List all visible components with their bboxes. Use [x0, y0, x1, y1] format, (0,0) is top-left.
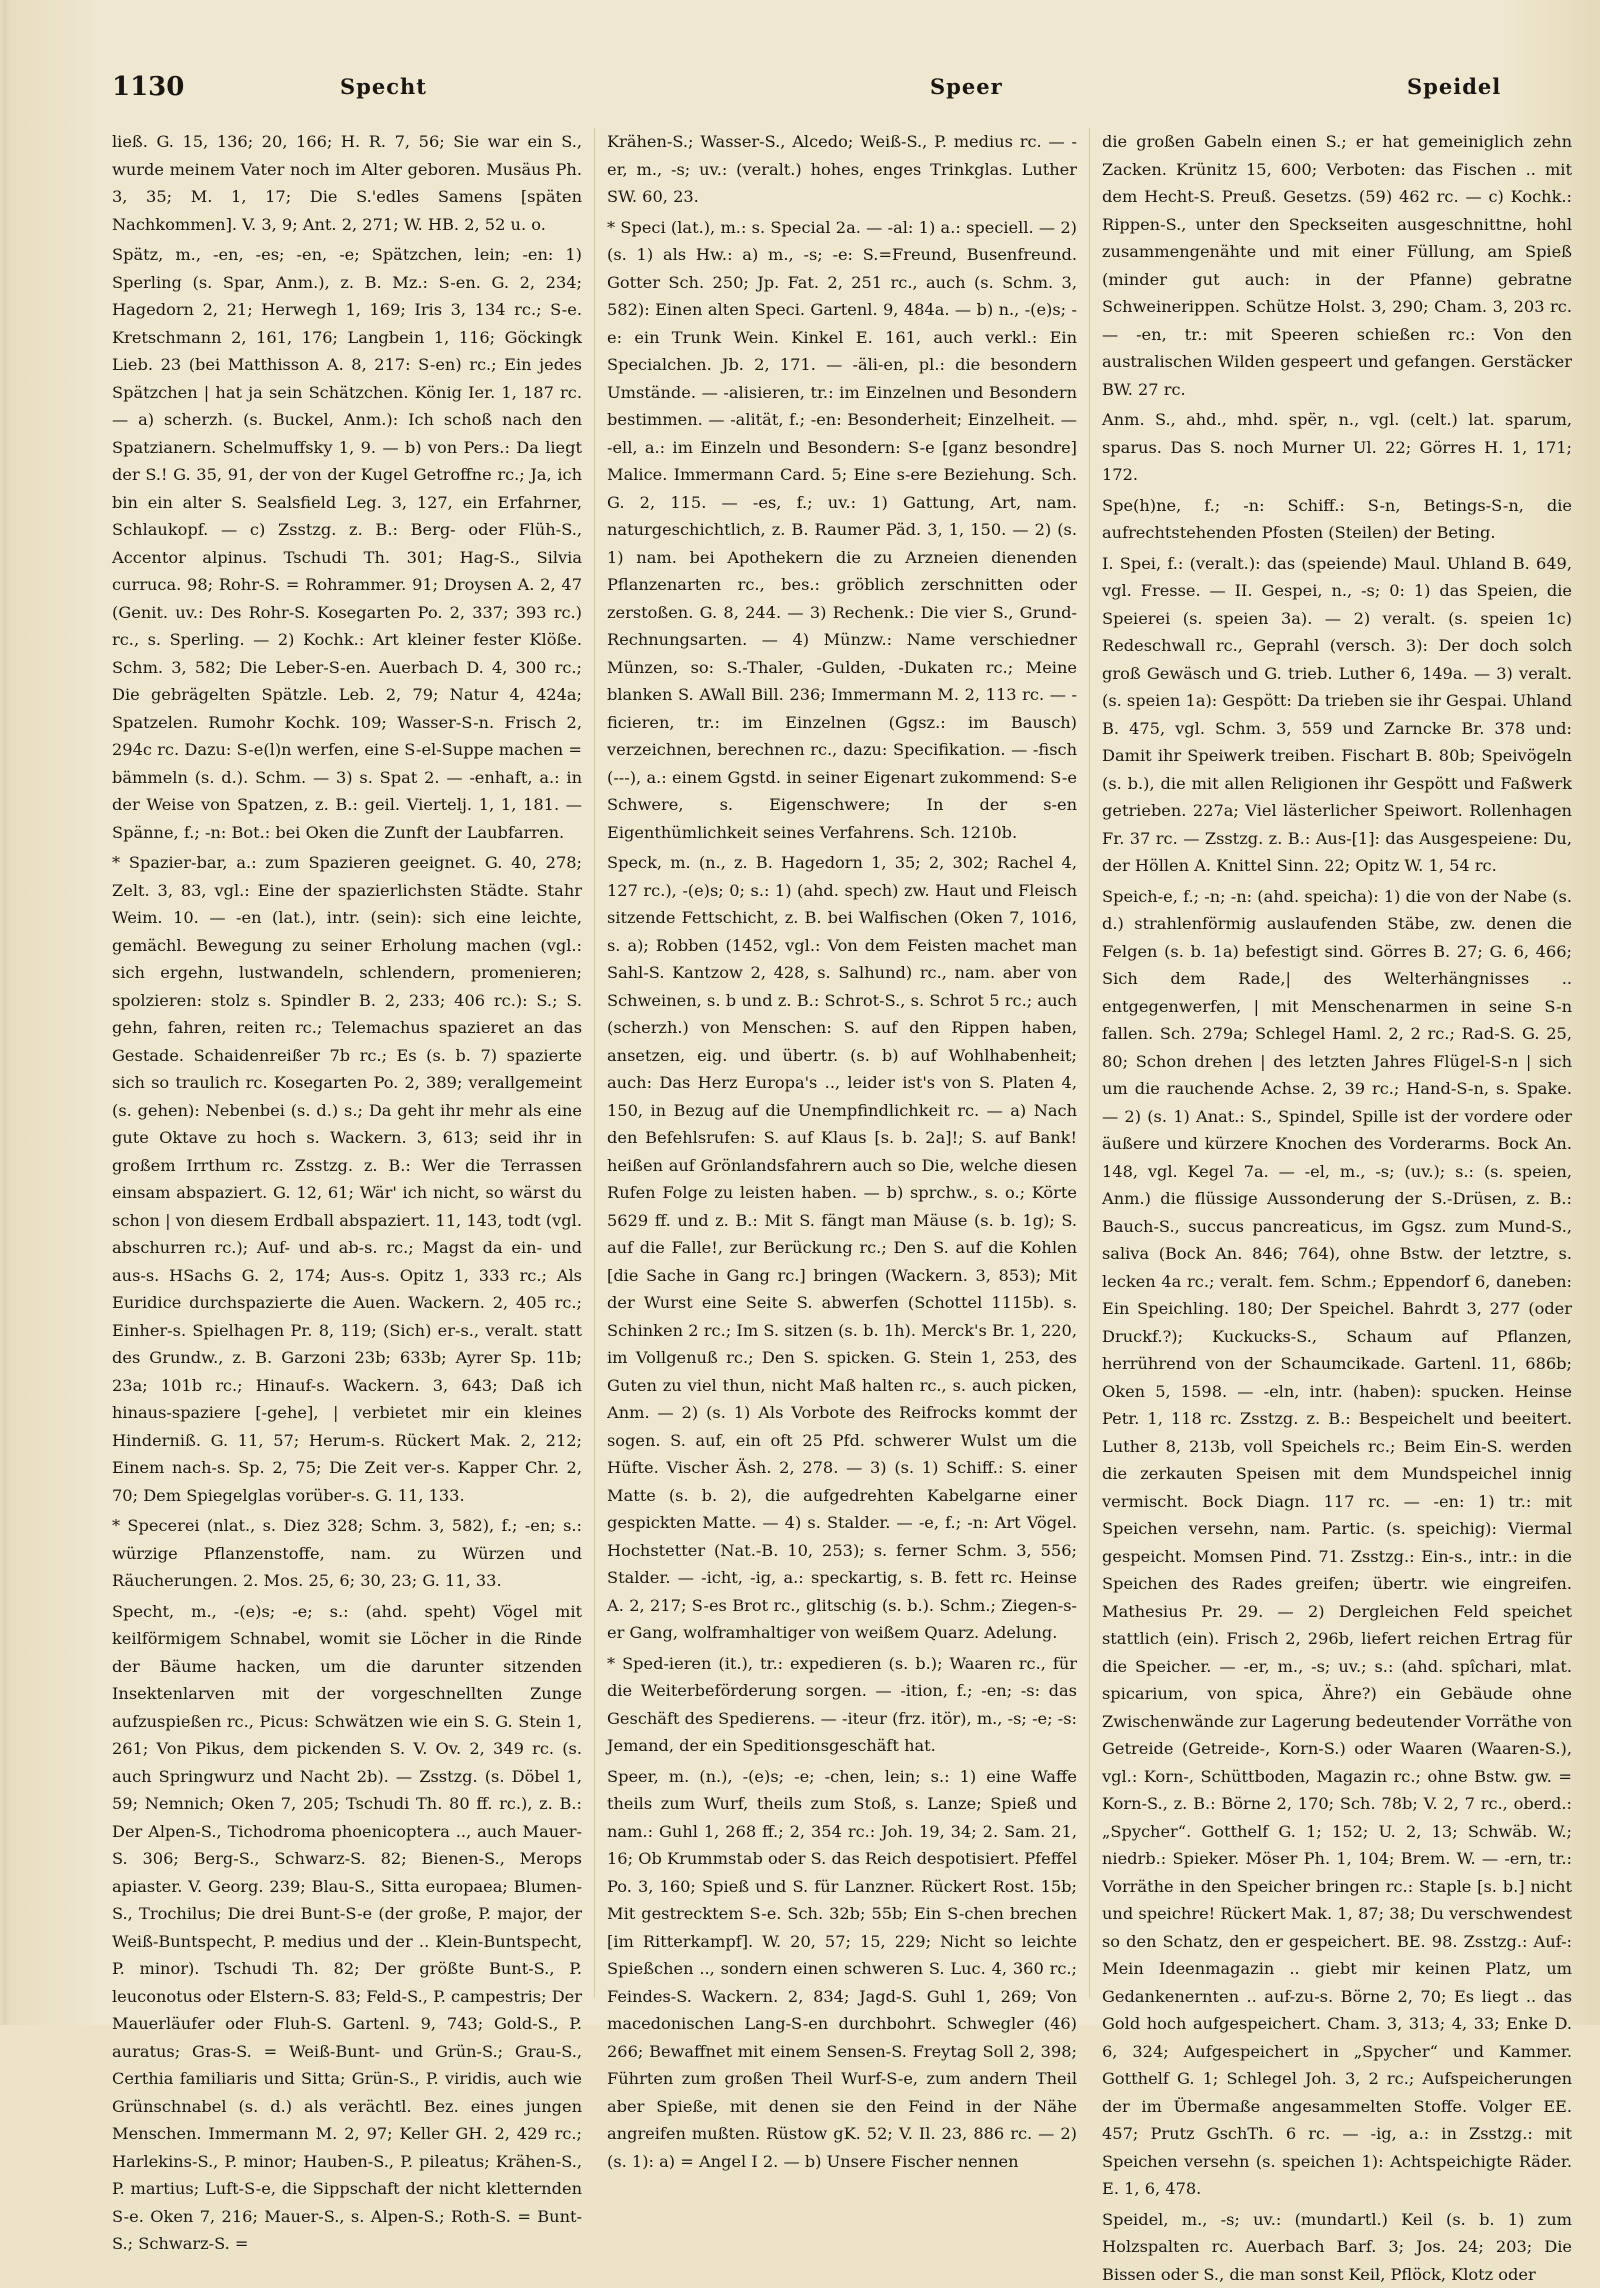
headword-right: Speidel [1407, 74, 1501, 99]
headword-center: Speer [930, 74, 1003, 99]
entry-paragraph: Spe(h)ne, f.; -n: Schiff.: S-n, Betings-S-n, die aufrechtstehenden Pfosten (Steilen) der Beting. [1102, 492, 1572, 547]
entry-paragraph: die großen Gabeln einen S.; er hat gemeiniglich zehn Zacken. Krünitz 15, 600; Verboten: das Fischen .. mit dem Hecht-S. Preuß. Gesetzs. (59) 462 rc. — c) Kochk.: Rippen-S., unter den Speckseiten ausgeschnittne, hohl zusammengenähte und mit einer Füllung, am Spieß (minder gut auch: in der Pfanne) gebratne Schweinerippen. Schütze Holst. 3, 290; Cham. 3, 203 rc. — -en, tr.: mit Speeren schießen rc.: Von den australischen Wilden gespeert und gefangen. Gerstäcker BW. 27 rc. [1102, 128, 1572, 403]
entry-paragraph: Speich-e, f.; -n; -n: (ahd. speicha): 1) die von der Nabe (s. d.) strahlenförmig auslaufenden Stäbe, zw. denen die Felgen (s. b. 1a) befestigt sind. Görres B. 27; G. 6, 466; Sich dem Rade,| des Welterhängnisses .. entgegenwerfen, | mit Menschenarmen in seine S-n fallen. Sch. 279a; Schlegel Haml. 2, 2 rc.; Rad-S. G. 25, 80; Schon drehen | des letzten Jahres Flügel-S-n | sich um die rauchende Achse. 2, 39 rc.; Hand-S-n, s. Spake. — 2) (s. 1) Anat.: S., Spindel, Spille ist der vordere oder äußere und kürzere Knochen des Vorderarms. Bock An. 148, vgl. Kegel 7a. — -el, m., -s; (uv.); s.: (s. speien, Anm.) die flüssige Aussonderung der S.-Drüsen, z. B.: Bauch-S., succus pancreaticus, im Ggsz. zum Mund-S., saliva (Bock An. 846; 764), ohne Bstw. der letztre, s. lecken 4a rc.; veralt. fem. Schm.; Eppendorf 6, daneben: Ein Speichling. 180; Der Speichel. Bahrdt 3, 277 (oder Druckf.?); Kuckucks-S., Schaum auf Pflanzen, herrührend von der Schaumcikade. Gartenl. 11, 686b; Oken 5, 1598. — -eln, intr. (haben): spucken. Heinse Petr. 1, 118 rc. Zsstzg. z. B.: Bespeichelt und beeitert. Luther 8, 213b, voll Speichels rc.; Beim Ein-S. werden die zerkauten Speisen mit dem Mundspeichel innig vermischt. Bock Diagn. 117 rc. — -en: 1) tr.: mit Speichen versehn, nam. Partic. (s. speichig): Viermal gespeicht. Momsen Pind. 71. Zsstzg.: Ein-s., intr.: in die Speichen des Rades greifen; übertr. wie eingreifen. Mathesius Pr. 29. — 2) Dergleichen Feld speichet stattlich (ein). Frisch 2, 296b, liefert reichen Ertrag für die Speicher. — -er, m., -s; uv.; s.: (ahd. spîchari, mlat. spicarium, von spica, Ähre?) ein Gebäude ohne Zwischenwände zur Lagerung bedeutender Vorräthe von Getreide (Getreide-, Korn-S.) oder Waaren (Waaren-S.), vgl.: Korn-, Schüttboden, Magazin rc.; ohne Bstw. gw. = Korn-S., z. B.: Börne 2, 170; Sch. 78b; V. 2, 7 rc., oberd.: „Spycher“. Gotthelf G. 1; 152; U. 2, 13; Schwäb. W.; niedrb.: Spieker. Möser Ph. 1, 104; Brem. W. — -ern, tr.: Vorräthe in den Speicher bringen rc.: Staple [s. b.] nicht und speichre! Rückert Mak. 1, 87; 38; Du verschwendest so den Schatz, den er gespeichert. BE. 98. Zsstzg.: Auf-: Mein Ideenmagazin .. giebt mir keinen Platz, um Gedankenernten .. auf-zu-s. Börne 2, 70; Es liegt .. das Gold hoch aufgespeichert. Cham. 3, 313; 4, 33; Enke D. 6, 324; Aufgespeichert in „Spycher“ und Kammer. Gotthelf G. 1; Schlegel Joh. 3, 2 rc.; Aufspeicherungen der im Übermaße angesammelten Stoffe. Volger EE. 457; Prutz GschTh. 6 rc. — -ig, a.: in Zsstzg.: mit Speichen versehn (s. speichen 1): Achtspeichigte Räder. E. 1, 6, 478. [1102, 883, 1572, 2203]
entry-paragraph: Anm. S., ahd., mhd. spër, n., vgl. (celt.) lat. sparum, sparus. Das S. noch Murner Ul. 22; Görres H. 1, 171; 172. [1102, 406, 1572, 489]
entry-paragraph: I. Spei, f.: (veralt.): das (speiende) Maul. Uhland B. 649, vgl. Fresse. — II. Gespei, n., -s; 0: 1) das Speien, die Speierei (s. speien 3a). — 2) veralt. (s. speien 1c) Redeschwall rc., Geprahl (versch. 3): Der doch solch groß Gewäsch und G. trieb. Luther 6, 149a. — 3) veralt. (s. speien 1a): Gespött: Da trieben sie ihr Gespai. Uhland B. 475, vgl. Schm. 3, 559 und Zarncke Br. 378 und: Damit ihr Speiwerk treiben. Fischart B. 80b; Speivögeln (s. b.), die mit allen Religionen ihr Gespött und Faßwerk getrieben. 227a; Viel lästerlicher Speiwort. Rollenhagen Fr. 37 rc. — Zsstzg. z. B.: Aus-[1]: das Ausgespeiene: Du, der Höllen A. Knittel Sinn. 22; Opitz W. 1, 54 rc. [1102, 550, 1572, 880]
entry-paragraph: Spätz, m., -en, -es; -en, -e; Spätzchen, lein; -en: 1) Sperling (s. Spar, Anm.), z. B. Mz.: S-en. G. 2, 234; Hagedorn 2, 21; Herwegh 1, 169; Iris 3, 134 rc.; S-e. Kretschmann 2, 161, 176; Langbein 1, 116; Göckingk Lieb. 23 (bei Matthisson A. 8, 217: S-en) rc.; Ein jedes Spätzchen | hat ja sein Schätzchen. König Ier. 1, 187 rc. — a) scherzh. (s. Buckel, Anm.): Ich schoß nach den Spatzianern. Schelmuffsky 1, 9. — b) von Pers.: Da liegt der S.! G. 35, 91, der von der Kugel Getroffne rc.; Ja, ich bin ein alter S. Sealsfield Leg. 3, 127, ein Erfahrner, Schlaukopf. — c) Zsstzg. z. B.: Berg- oder Flüh-S., Accentor alpinus. Tschudi Th. 301; Hag-S., Silvia curruca. 98; Rohr-S. = Rohrammer. 91; Droysen A. 2, 47 (Genit. uv.: Des Rohr-S. Kosegarten Po. 2, 337; 393 rc.) rc., s. Sperling. — 2) Kochk.: Art kleiner fester Klöße. Schm. 3, 582; Die Leber-S-en. Auerbach D. 4, 300 rc.; Die gebrägelten Spätzle. Leb. 2, 79; Natur 4, 424a; Spatzelen. Rumohr Kochk. 109; Wasser-S-n. Frisch 2, 294c rc. Dazu: S-e(l)n werfen, eine S-el-Suppe machen = bämmeln (s. d.). Schm. — 3) s. Spat 2. — -enhaft, a.: in der Weise von Spatzen, z. B.: geil. Viertelj. 1, 1, 181. — Spänne, f.; -n: Bot.: bei Oken die Zunft der Laubfarren. [112, 241, 582, 846]
column-3 [1102, 128, 1572, 2008]
entry-paragraph: * Speci (lat.), m.: s. Special 2a. — -al: 1) a.: speciell. — 2) (s. 1) als Hw.: a) m., -s; -e: S.=Freund, Busenfreund. Gotter Sch. 250; Jp. Fat. 2, 251 rc., auch (s. Schm. 3, 582): Einen alten Speci. Gartenl. 9, 484a. — b) n., -(e)s; -e: ein Trunk Wein. Kinkel E. 161, auch verkl.: Ein Specialchen. Jb. 2, 171. — -äli-en, pl.: die besondern Umstände. — -alisieren, tr.: im Einzelnen und Besondern bestimmen. — -alität, f.; -en: Besonderheit; Einzelheit. — -ell, a.: im Einzeln und Besondern: S-e [ganz besondre] Malice. Immermann Card. 5; Eine s-ere Beziehung. Sch. G. 2, 115. — -es, f.; uv.: 1) Gattung, Art, nam. naturgeschichtlich, z. B. Raumer Päd. 3, 1, 150. — 2) (s. 1) nam. bei Apothekern die zu Arzneien dienenden Pflanzenarten rc., bes.: gröblich zerschnitten oder zerstoßen. G. 8, 244. — 3) Rechenk.: Die vier S., Grund-Rechnungsarten. — 4) Münzw.: Name verschiedner Münzen, so: S.-Thaler, -Gulden, -Dukaten rc.; Meine blanken S. AWall Bill. 236; Immermann M. 2, 113 rc. — -ficieren, tr.: im Einzelnen (Ggsz.: im Bausch) verzeichnen, berechnen rc., dazu: Specifikation. — -fisch (---), a.: einem Ggstd. in seiner Eigenart zukommend: S-e Schwere, s. Eigenschwere; In der s-en Eigenthümlichkeit seines Verfahrens. Sch. 1210b. [607, 214, 1077, 847]
entry-paragraph: Specht, m., -(e)s; -e; s.: (ahd. speht) Vögel mit keilförmigem Schnabel, womit sie Löcher in die Rinde der Bäume hacken, um die darunter sitzenden Insektenlarven mit der vorgeschnellten Zunge aufzuspießen rc., Picus: Schwätzen wie ein S. G. Stein 1, 261; Von Pikus, dem pickenden S. V. Ov. 2, 349 rc. (s. auch Springwurz und Nacht 2b). — Zsstzg. (s. Döbel 1, 59; Nemnich; Oken 7, 205; Tschudi Th. 80 ff. rc.), z. B.: Der Alpen-S., Tichodroma phoenicoptera .., auch Mauer-S. 306; Berg-S., Schwarz-S. 82; Bienen-S., Merops apiaster. V. Georg. 239; Blau-S., Sitta europaea; Blumen-S., Trochilus; Die drei Bunt-S-e (der große, P. major, der Weiß-Buntspecht, P. medius und der .. Klein-Buntspecht, P. minor). Tschudi Th. 82; Der größte Bunt-S., P. leuconotus oder Elstern-S. 83; Feld-S., P. campestris; Der Mauerläufer oder Fluh-S. Gartenl. 9, 743; Gold-S., P. auratus; Gras-S. = Weiß-Bunt- und Grün-S.; Grau-S., Certhia familiaris und Sitta; Grün-S., P. viridis, auch wie Grünschnabel (s. d.) als verächtl. Bez. eines jungen Menschen. Immermann M. 2, 97; Keller GH. 2, 429 rc.; Harlekins-S., P. minor; Hauben-S., P. pileatus; Krähen-S., P. martius; Luft-S-e, die Sippschaft der nicht kletternden S-e. Oken 7, 216; Mauer-S., s. Alpen-S.; Roth-S. = Bunt-S.; Schwarz-S. = [112, 1598, 582, 2258]
column-2 [607, 128, 1077, 2008]
page-header [112, 72, 1572, 108]
entry-paragraph: Speer, m. (n.), -(e)s; -e; -chen, lein; s.: 1) eine Waffe theils zum Wurf, theils zum Stoß, s. Lanze; Spieß und nam.: Guhl 1, 268 ff.; 2, 354 rc.: Joh. 19, 34; 2. Sam. 21, 16; Ob Krummstab oder S. das Reich despotisiert. Pfeffel Po. 3, 160; Spieß und S. für Lanzner. Rückert Rost. 15b; Mit gestrecktem S-e. Sch. 32b; 55b; Ein S-chen brechen [im Ritterkampf]. W. 20, 57; 15, 229; Nicht so leichte Spießchen .., sondern einen schweren S. Luc. 4, 360 rc.; Feindes-S. Wackern. 2, 834; Jagd-S. Guhl 1, 269; Von macedonischen Lang-S-en durchbohrt. Schwegler (46) 266; Bewaffnet mit einem Sensen-S. Freytag Soll 2, 398; Führten zum großen Theil Wurf-S-e, zum andern Theil aber Spieße, mit denen sie den Feind in der Nähe angreifen mußten. Rüstow gK. 52; V. Il. 23, 886 rc. — 2) (s. 1): a) = Angel I 2. — b) Unsere Fischer nennen [607, 1763, 1077, 2176]
entry-paragraph: * Spazier-bar, a.: zum Spazieren geeignet. G. 40, 278; Zelt. 3, 83, vgl.: Eine der spazierlichsten Städte. Stahr Weim. 10. — -en (lat.), intr. (sein): sich eine leichte, gemächl. Bewegung zu seiner Erholung machen (vgl.: sich ergehn, lustwandeln, schlendern, promenieren; spolzieren: stolz s. Spindler B. 2, 233; 406 rc.): S.; S. gehn, fahren, reiten rc.; Telemachus spazieret an das Gestade. Schaidenreißer 7b rc.; Es (s. b. 7) spazierte sich so traulich rc. Kosegarten Po. 2, 389; verallgemeint (s. gehen): Nebenbei (s. d.) s.; Da geht ihr mehr als eine gute Oktave zu hoch s. Wackern. 3, 613; seid ihr in großem Irrthum rc. Zsstzg. z. B.: Wer die Terrassen einsam abspaziert. G. 12, 61; Wär' ich nicht, so wärst du schon | von diesem Erdball abspaziert. 11, 143, todt (vgl. abschurren rc.); Auf- und ab-s. rc.; Magst da ein- und aus-s. HSachs G. 2, 174; Aus-s. Opitz 1, 333 rc.; Als Euridice durchspazierte die Auen. Wackern. 2, 405 rc.; Einher-s. Spielhagen Pr. 8, 119; (Sich) er-s., veralt. statt des Grundw., z. B. Garzoni 23b; 633b; Ayrer Sp. 11b; 23a; 101b rc.; Hinauf-s. Wackern. 3, 643; Daß ich hinaus-spaziere [-gehe], | verbietet mir ein kleines Hinderniß. G. 11, 57; Herum-s. Rückert Mak. 2, 212; Einem nach-s. Sp. 2, 75; Die Zeit ver-s. Kapper Chr. 2, 70; Dem Spiegelglas vorüber-s. G. 11, 133. [112, 849, 582, 1509]
entry-paragraph: Speidel, m., -s; uv.: (mundartl.) Keil (s. b. 1) zum Holzspalten rc. Auerbach Barf. 3; Jos. 24; 203; Die Bissen oder S., die man sonst Keil, Pflöck, Klotz oder [1102, 2206, 1572, 2288]
page-edge-shadow [0, 0, 10, 2025]
entry-paragraph: ließ. G. 15, 136; 20, 166; H. R. 7, 56; Sie war ein S., wurde meinem Vater noch im Alter geboren. Musäus Ph. 3, 35; M. 1, 17; Die S.'edles Samens [späten Nachkommen]. V. 3, 9; Ant. 2, 271; W. HB. 2, 52 u. o. [112, 128, 582, 238]
entry-paragraph: * Sped-ieren (it.), tr.: expedieren (s. b.); Waaren rc., für die Weiterbeförderung sorgen. — -ition, f.; -en; -s: das Geschäft des Spedierens. — -iteur (frz. itör), m., -s; -e; -s: Jemand, der ein Speditionsgeschäft hat. [607, 1650, 1077, 1760]
entry-paragraph: Krähen-S.; Wasser-S., Alcedo; Weiß-S., P. medius rc. — -er, m., -s; uv.: (veralt.) hohes, enges Trinkglas. Luther SW. 60, 23. [607, 128, 1077, 211]
entry-paragraph: Speck, m. (n., z. B. Hagedorn 1, 35; 2, 302; Rachel 4, 127 rc.), -(e)s; 0; s.: 1) (ahd. spech) zw. Haut und Fleisch sitzende Fettschicht, z. B. bei Walfischen (Oken 7, 1016, s. a); Robben (1452, vgl.: Von dem Feisten machet man Sahl-S. Kantzow 2, 428, s. Salhund) rc., nam. aber von Schweinen, s. b und z. B.: Schrot-S., s. Schrot 5 rc.; auch (scherzh.) von Menschen: S. auf den Rippen haben, ansetzen, eig. und übertr. (s. b) auf Wohlhabenheit; auch: Das Herz Europa's .., leider ist's von S. Platen 4, 150, in Bezug auf die Unempfindlichkeit rc. — a) Nach den Befehlsrufen: S. auf Klaus [s. b. 2a]!; S. auf Bank! heißen auf Grönlandsfahrern auch so Die, welche diesen Rufen Folge zu leisten haben. — b) sprchw., s. o.; Körte 5629 ff. und z. B.: Mit S. fängt man Mäuse (s. b. 1g); S. auf die Falle!, zur Berückung rc.; Den S. auf die Kohlen [die Sache in Gang rc.] bringen (Wackern. 3, 853); Mit der Wurst eine Seite S. abwerfen (Schottel 1115b). s. Schinken 2 rc.; Im S. sitzen (s. b. 1h). Merck's Br. 1, 220, im Vollgenuß rc.; Den S. spicken. G. Stein 1, 253, des Guten zu viel thun, nicht Maß halten rc., s. auch picken, Anm. — 2) (s. 1) Als Vorbote des Reifrocks kommt der sogen. S. auf, ein oft 25 Pfd. schwerer Wulst um die Hüfte. Vischer Äsh. 2, 278. — 3) (s. 1) Schiff.: S. einer Matte (s. b. 2), die aufgedrehten Kabelgarne einer gespickten Matte. — 4) s. Stalder. — -e, f.; -n: Art Vögel. Hochstetter (Nat.-B. 10, 253); s. ferner Schm. 3, 556; Stalder. — -icht, -ig, a.: speckartig, s. B. fett rc. Heinse A. 2, 217; S-es Brot rc., glitschig (s. b.). Schm.; Ziegen-s-er Gang, wolframhaltiger von weißem Quarz. Adelung. [607, 849, 1077, 1647]
text-columns [112, 128, 1572, 2008]
column-1 [112, 128, 582, 2008]
headword-left: Specht [340, 74, 427, 99]
entry-paragraph: * Specerei (nlat., s. Diez 328; Schm. 3, 582), f.; -en; s.: würzige Pflanzenstoffe, nam. zu Würzen und Räucherungen. 2. Mos. 25, 6; 30, 23; G. 11, 33. [112, 1512, 582, 1595]
page-number: 1130 [112, 72, 184, 102]
